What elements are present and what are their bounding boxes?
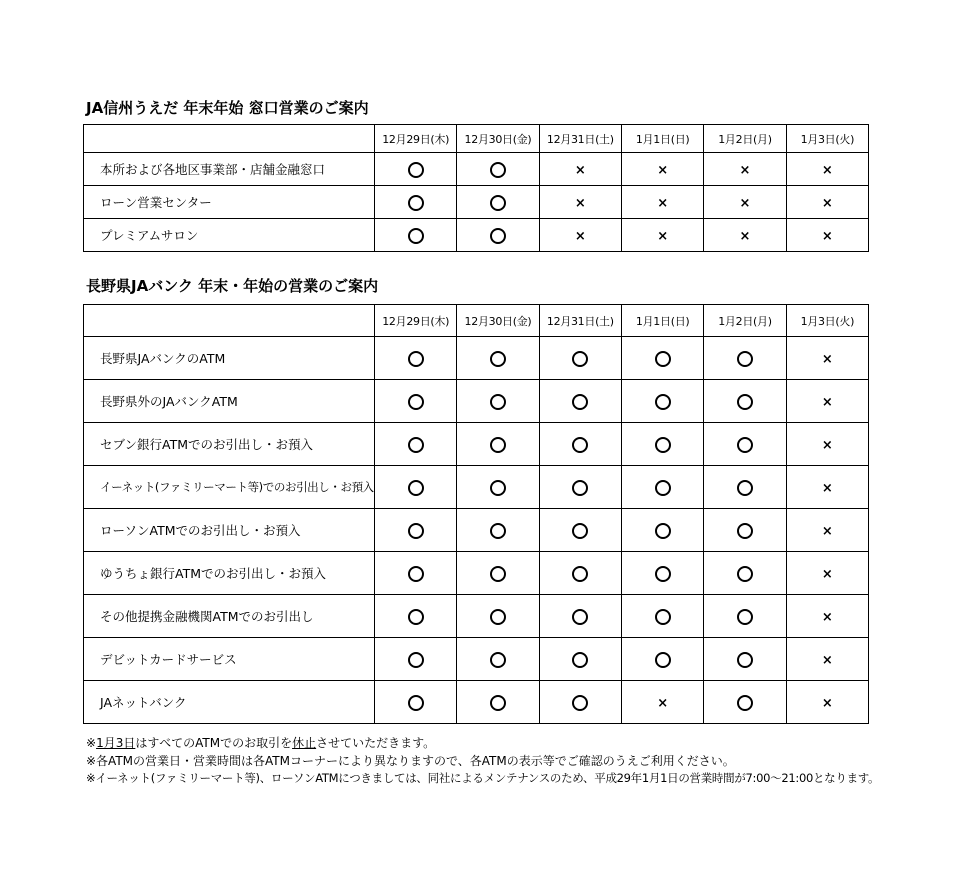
open-circle-icon [408, 480, 424, 496]
open-circle-icon [408, 351, 424, 367]
status-cell [375, 153, 457, 186]
date-header: 1月3日(火) [786, 125, 868, 153]
table-row [84, 337, 869, 380]
open-circle-icon [655, 523, 671, 539]
open-circle-icon [655, 351, 671, 367]
status-cell [704, 186, 786, 219]
status-cell [457, 219, 539, 252]
status-cell [704, 423, 786, 466]
open-circle-icon [737, 652, 753, 668]
date-header: 12月30日(金) [457, 125, 539, 153]
row-label: イーネット(ファミリーマート等)でのお引出し・お預入 [84, 466, 375, 509]
status-cell [786, 552, 868, 595]
closed-x-icon: × [821, 566, 833, 582]
status-cell [375, 337, 457, 380]
status-cell [786, 219, 868, 252]
open-circle-icon [408, 437, 424, 453]
table-row [84, 552, 869, 595]
counter-hours-table [83, 124, 869, 252]
status-cell [704, 552, 786, 595]
open-circle-icon [572, 566, 588, 582]
closed-x-icon: × [821, 695, 833, 711]
date-header: 1月2日(月) [704, 305, 786, 337]
status-cell [457, 186, 539, 219]
open-circle-icon [737, 523, 753, 539]
open-circle-icon [655, 652, 671, 668]
status-cell [621, 638, 703, 681]
open-circle-icon [490, 351, 506, 367]
atm-hours-table [83, 304, 869, 724]
open-circle-icon [737, 695, 753, 711]
status-cell [375, 509, 457, 552]
status-cell [621, 595, 703, 638]
open-circle-icon [408, 162, 424, 178]
table-row [84, 509, 869, 552]
closed-x-icon: × [657, 195, 669, 211]
section1-title: JA信州うえだ 年末年始 窓口営業のご案内 [86, 99, 369, 117]
status-cell [457, 681, 539, 724]
footnote-atm-hours: ※各ATMの営業日・営業時間は各ATMコーナーにより異なりますので、各ATMの表示等でご確認のうえご利用ください。 [86, 753, 735, 768]
status-cell [375, 380, 457, 423]
row-label: 長野県JAバンクのATM [84, 337, 375, 380]
status-cell [457, 337, 539, 380]
footnotes [86, 735, 879, 788]
table-row [84, 681, 869, 724]
status-cell [786, 186, 868, 219]
open-circle-icon [490, 394, 506, 410]
row-label: ゆうちょ銀行ATMでのお引出し・お預入 [84, 552, 375, 595]
date-header: 1月1日(日) [621, 125, 703, 153]
status-cell [375, 423, 457, 466]
date-header: 12月30日(金) [457, 305, 539, 337]
status-cell [457, 466, 539, 509]
status-cell [704, 595, 786, 638]
status-cell [539, 380, 621, 423]
status-cell [786, 380, 868, 423]
open-circle-icon [408, 195, 424, 211]
table-row [84, 380, 869, 423]
open-circle-icon [408, 609, 424, 625]
status-cell [786, 423, 868, 466]
open-circle-icon [572, 480, 588, 496]
open-circle-icon [408, 695, 424, 711]
status-cell [539, 552, 621, 595]
status-cell [704, 153, 786, 186]
open-circle-icon [737, 437, 753, 453]
status-cell [539, 153, 621, 186]
date-header: 12月29日(木) [375, 125, 457, 153]
status-cell [375, 552, 457, 595]
status-cell [457, 638, 539, 681]
status-cell [704, 466, 786, 509]
open-circle-icon [408, 394, 424, 410]
open-circle-icon [490, 228, 506, 244]
status-cell [621, 337, 703, 380]
header-row [84, 305, 869, 337]
open-circle-icon [572, 523, 588, 539]
open-circle-icon [737, 609, 753, 625]
open-circle-icon [408, 652, 424, 668]
closed-x-icon: × [821, 437, 833, 453]
header-blank-cell [84, 305, 375, 337]
status-cell [375, 638, 457, 681]
status-cell [704, 509, 786, 552]
header-blank-cell [84, 125, 375, 153]
closed-x-icon: × [574, 195, 586, 211]
closed-x-icon: × [657, 162, 669, 178]
open-circle-icon [572, 351, 588, 367]
open-circle-icon [490, 652, 506, 668]
closed-x-icon: × [739, 228, 751, 244]
status-cell [786, 595, 868, 638]
closed-x-icon: × [574, 162, 586, 178]
table-row [84, 466, 869, 509]
footnote-maintenance: ※イーネット(ファミリーマート等)、ローソンATMにつきましては、同社によるメンテナンスのため、平成29年1月1日の営業時間が7:00〜21:00となります。 [86, 771, 880, 785]
open-circle-icon [490, 437, 506, 453]
open-circle-icon [490, 609, 506, 625]
closed-x-icon: × [821, 394, 833, 410]
row-label: セブン銀行ATMでのお引出し・お預入 [84, 423, 375, 466]
open-circle-icon [655, 480, 671, 496]
status-cell [375, 595, 457, 638]
table-row [84, 638, 869, 681]
status-cell [786, 638, 868, 681]
closed-x-icon: × [821, 351, 833, 367]
open-circle-icon [572, 394, 588, 410]
status-cell [457, 595, 539, 638]
status-cell [457, 552, 539, 595]
status-cell [539, 186, 621, 219]
open-circle-icon [490, 566, 506, 582]
status-cell [786, 466, 868, 509]
date-header: 12月31日(土) [539, 125, 621, 153]
table-row [84, 153, 869, 186]
status-cell [704, 337, 786, 380]
open-circle-icon [572, 609, 588, 625]
status-cell [539, 423, 621, 466]
status-cell [457, 423, 539, 466]
table-row [84, 595, 869, 638]
status-cell [704, 219, 786, 252]
closed-x-icon: × [821, 162, 833, 178]
status-cell [786, 153, 868, 186]
date-header: 1月2日(月) [704, 125, 786, 153]
open-circle-icon [655, 437, 671, 453]
note-text: させていただきます。 [316, 736, 436, 750]
open-circle-icon [737, 566, 753, 582]
row-label: 本所および各地区事業部・店舗金融窓口 [84, 153, 375, 186]
status-cell [621, 552, 703, 595]
status-cell [621, 509, 703, 552]
status-cell [457, 153, 539, 186]
date-header: 12月29日(木) [375, 305, 457, 337]
status-cell [621, 681, 703, 724]
closed-x-icon: × [657, 695, 669, 711]
closed-x-icon: × [821, 523, 833, 539]
table-row [84, 219, 869, 252]
status-cell [621, 186, 703, 219]
row-label: ローソンATMでのお引出し・お預入 [84, 509, 375, 552]
open-circle-icon [737, 351, 753, 367]
open-circle-icon [490, 480, 506, 496]
open-circle-icon [490, 195, 506, 211]
open-circle-icon [572, 695, 588, 711]
status-cell [786, 337, 868, 380]
status-cell [539, 509, 621, 552]
note-text: はすべてのATMでのお取引を [135, 736, 293, 750]
closed-x-icon: × [821, 228, 833, 244]
open-circle-icon [490, 523, 506, 539]
closed-x-icon: × [739, 162, 751, 178]
table-row [84, 186, 869, 219]
open-circle-icon [408, 523, 424, 539]
note-prefix: ※ [86, 736, 97, 750]
section2-title: 長野県JAバンク 年末・年始の営業のご案内 [86, 277, 379, 295]
row-label: プレミアムサロン [84, 219, 375, 252]
open-circle-icon [655, 394, 671, 410]
status-cell [621, 466, 703, 509]
status-cell [539, 337, 621, 380]
status-cell [375, 186, 457, 219]
open-circle-icon [572, 437, 588, 453]
open-circle-icon [408, 228, 424, 244]
note-suspend-underlined: 休止 [292, 736, 317, 750]
date-header: 12月31日(土) [539, 305, 621, 337]
row-label: 長野県外のJAバンクATM [84, 380, 375, 423]
status-cell [704, 380, 786, 423]
table-row [84, 423, 869, 466]
status-cell [375, 466, 457, 509]
status-cell [457, 509, 539, 552]
status-cell [621, 380, 703, 423]
open-circle-icon [655, 566, 671, 582]
open-circle-icon [655, 609, 671, 625]
status-cell [539, 595, 621, 638]
closed-x-icon: × [821, 652, 833, 668]
status-cell [704, 681, 786, 724]
closed-x-icon: × [657, 228, 669, 244]
row-label: デビットカードサービス [84, 638, 375, 681]
date-header: 1月3日(火) [786, 305, 868, 337]
footnote-atm-suspension [86, 735, 879, 753]
open-circle-icon [572, 652, 588, 668]
open-circle-icon [490, 695, 506, 711]
closed-x-icon: × [574, 228, 586, 244]
header-row [84, 125, 869, 153]
closed-x-icon: × [821, 609, 833, 625]
open-circle-icon [737, 394, 753, 410]
closed-x-icon: × [821, 195, 833, 211]
open-circle-icon [490, 162, 506, 178]
row-label: その他提携金融機関ATMでのお引出し [84, 595, 375, 638]
status-cell [375, 681, 457, 724]
status-cell [539, 681, 621, 724]
status-cell [375, 219, 457, 252]
closed-x-icon: × [739, 195, 751, 211]
open-circle-icon [408, 566, 424, 582]
status-cell [539, 219, 621, 252]
status-cell [539, 638, 621, 681]
status-cell [786, 509, 868, 552]
row-label: JAネットバンク [84, 681, 375, 724]
open-circle-icon [737, 480, 753, 496]
status-cell [621, 423, 703, 466]
status-cell [786, 681, 868, 724]
date-header: 1月1日(日) [621, 305, 703, 337]
status-cell [457, 380, 539, 423]
status-cell [704, 638, 786, 681]
note-date-underlined: 1月3日 [96, 736, 136, 750]
status-cell [621, 153, 703, 186]
row-label: ローン営業センター [84, 186, 375, 219]
status-cell [539, 466, 621, 509]
status-cell [621, 219, 703, 252]
closed-x-icon: × [821, 480, 833, 496]
